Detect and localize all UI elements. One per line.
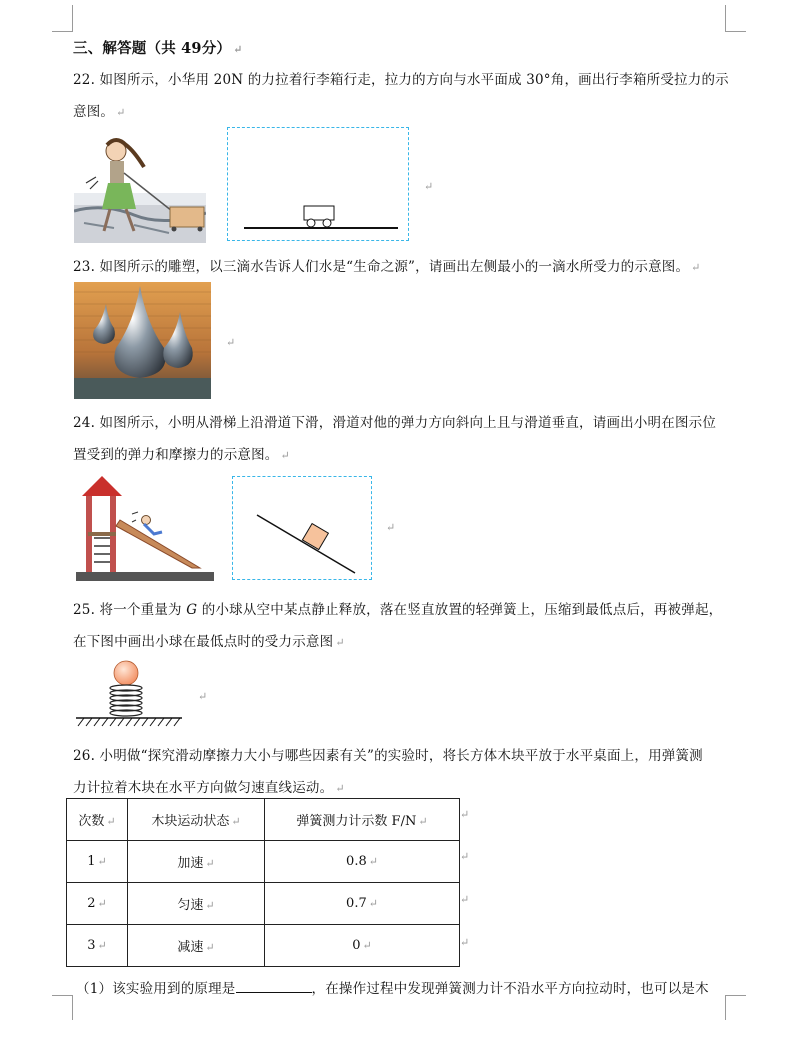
table-cell: 减速 ↵ — [128, 925, 265, 967]
q25-ball-on-spring-diagram — [74, 657, 184, 729]
q25-text-line1: 25. 将一个重量为 G 的小球从空中某点静止释放，落在竖直放置的轻弹簧上，压缩到最低点后，再被弹起， — [73, 602, 723, 618]
table-cell: 加速 ↵ — [128, 841, 265, 883]
crop-mark-bottom-right — [725, 995, 746, 1020]
q24-block-on-incline-diagram — [233, 477, 371, 579]
paragraph-mark: ↵ — [226, 336, 236, 349]
section-heading: 三、解答题（共 49分） ↵ — [73, 40, 243, 57]
q22-cart-on-ground-diagram — [228, 128, 408, 240]
answer-blank[interactable] — [236, 980, 312, 993]
table-cell: 3 ↵ — [67, 925, 128, 967]
q24-text-line1: 24. 如图所示，小明从滑梯上沿滑道下滑，滑道对他的弹力方向斜向上且与滑道垂直，请画出小明在图示位 — [73, 415, 717, 431]
paragraph-mark: ↵ — [424, 180, 434, 193]
table-cell: 0.7 ↵ — [265, 883, 460, 925]
row-end-mark: ↵ — [460, 936, 470, 949]
paragraph-mark: ↵ — [386, 521, 396, 534]
q26-text-line1: 26. 小明做“探究滑动摩擦力大小与哪些因素有关”的实验时，将长方体木块平放于水平桌面上，用弹簧测 — [73, 748, 703, 764]
q24-slide-playground-image — [74, 472, 216, 584]
paragraph-mark: ↵ — [198, 690, 208, 703]
q26-data-table — [66, 798, 460, 967]
table-header-cell: 木块运动状态 ↵ — [128, 799, 265, 841]
table-cell: 0.8 ↵ — [265, 841, 460, 883]
q26-text-line2: 力计拉着木块在水平方向做匀速直线运动。 ↵ — [73, 780, 345, 796]
q24-answer-box[interactable] — [232, 476, 372, 580]
table-header-row — [67, 799, 460, 841]
row-end-mark: ↵ — [460, 893, 470, 906]
table-row — [67, 925, 460, 967]
crop-mark-top-right — [725, 5, 746, 32]
crop-mark-bottom-left — [52, 995, 73, 1020]
table-cell: 1 ↵ — [67, 841, 128, 883]
variable-g: G — [186, 602, 198, 618]
table-cell: 2 ↵ — [67, 883, 128, 925]
table-cell: 0 ↵ — [265, 925, 460, 967]
crop-mark-top-left — [52, 5, 73, 32]
q25-text-line2: 在下图中画出小球在最低点时的受力示意图 ↵ — [73, 634, 345, 650]
row-end-mark: ↵ — [460, 808, 470, 821]
table-cell: 匀速 ↵ — [128, 883, 265, 925]
q22-girl-pulling-suitcase-image — [74, 133, 206, 243]
q22-text-line1: 22. 如图所示，小华用 20N 的力拉着行李箱行走，拉力的方向与水平面成 30°角，画出行李箱所受拉力的示 — [73, 72, 729, 88]
table-header-cell: 次数 ↵ — [67, 799, 128, 841]
q23-water-drop-sculpture-image — [74, 282, 211, 399]
q26-sub1-text: （1）该实验用到的原理是 ，在操作过程中发现弹簧测力计不沿水平方向拉动时，也可以是木 — [76, 981, 709, 997]
q24-text-line2: 置受到的弹力和摩擦力的示意图。 ↵ — [73, 447, 290, 463]
table-row — [67, 883, 460, 925]
q22-answer-box[interactable] — [227, 127, 409, 241]
table-row — [67, 841, 460, 883]
q23-text-line1: 23. 如图所示的雕塑，以三滴水告诉人们水是“生命之源”，请画出左侧最小的一滴水所受力的示意图。 ↵ — [73, 259, 701, 275]
q22-text-line2: 意图。 ↵ — [73, 104, 126, 120]
table-header-cell: 弹簧测力计示数 F/N ↵ — [265, 799, 460, 841]
row-end-mark: ↵ — [460, 850, 470, 863]
